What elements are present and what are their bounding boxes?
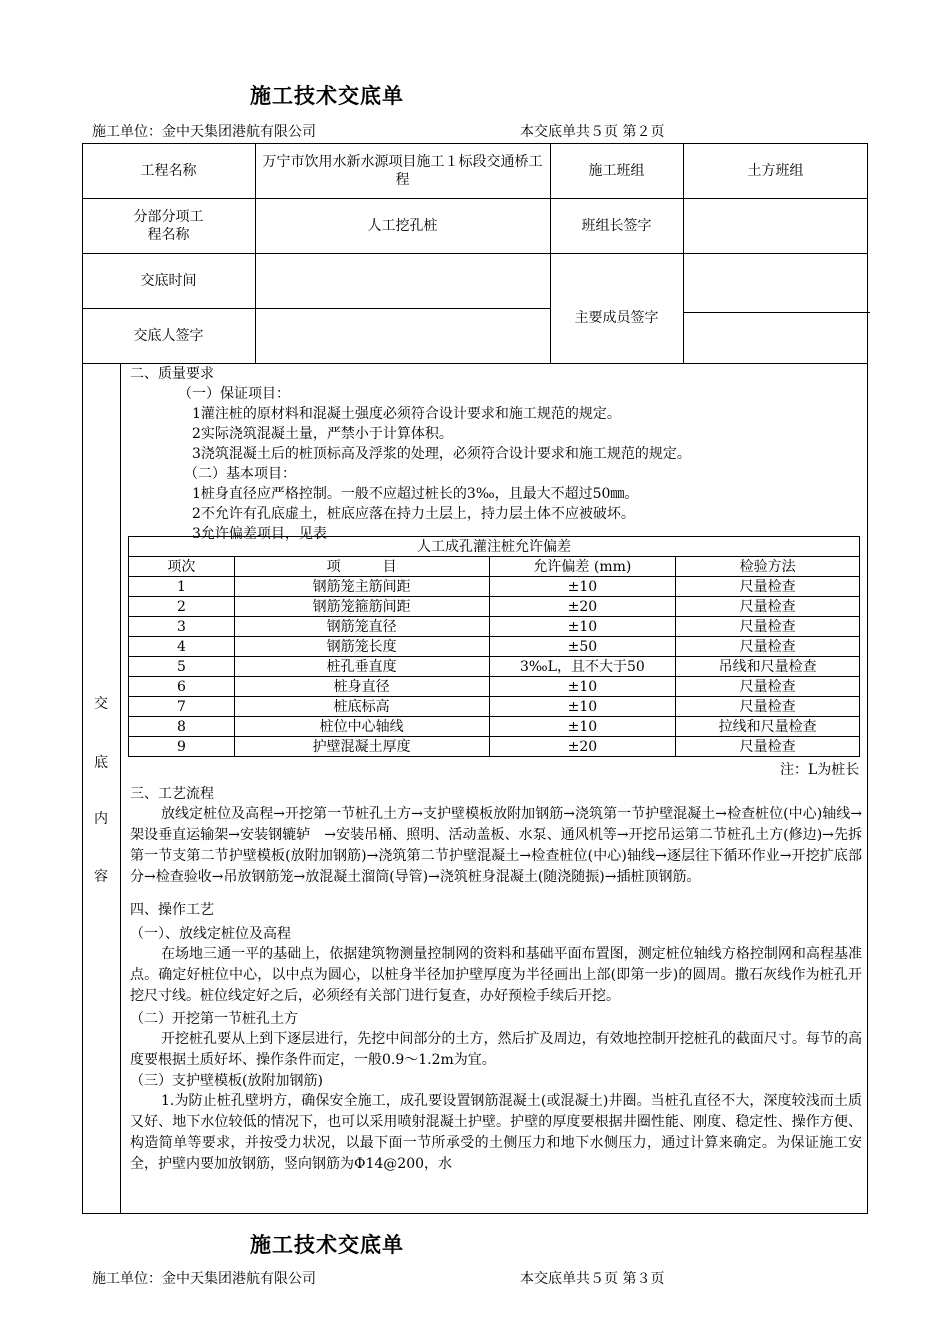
guarantee-item: 1灌注桩的原材料和混凝土强度必须符合设计要求和施工规范的规定。 — [192, 406, 621, 422]
cell: ±20 — [489, 737, 676, 757]
side-char: 底 — [94, 755, 108, 771]
cell: 钢筋笼主筋间距 — [234, 577, 489, 597]
sub-heading: （一）、放线定桩位及高程 — [130, 926, 291, 942]
table-row — [129, 597, 860, 617]
doc-meta — [92, 121, 712, 141]
process-section — [130, 784, 862, 1175]
cell: ±50 — [489, 637, 676, 657]
cell: 尺量检查 — [676, 677, 860, 697]
table-row — [129, 657, 860, 677]
handover-person-signature-label: 交底人签字 — [133, 327, 204, 344]
side-char: 容 — [94, 869, 108, 885]
team-value: 土方班组 — [747, 162, 804, 179]
cell: ±20 — [489, 597, 676, 617]
table-header: 项 目 — [234, 557, 489, 577]
table-header: 项次 — [129, 557, 235, 577]
table-header: 允许偏差 (mm) — [489, 557, 676, 577]
cell: 吊线和尺量检查 — [676, 657, 860, 677]
cell: 1 — [129, 577, 235, 597]
cell: 尺量检查 — [676, 737, 860, 757]
cell: 拉线和尺量检查 — [676, 717, 860, 737]
cell: 桩孔垂直度 — [234, 657, 489, 677]
quality-section — [130, 364, 862, 544]
handover-time-label: 交底时间 — [140, 272, 197, 289]
section-heading: 三、工艺流程 — [130, 786, 214, 802]
table-row — [129, 577, 860, 597]
section-heading: 二、质量要求 — [130, 366, 214, 382]
table-row — [129, 697, 860, 717]
cell: 桩身直径 — [234, 677, 489, 697]
table-row — [129, 677, 860, 697]
page-info: 本交底单共５页 第２页 — [520, 124, 665, 140]
doc-meta-2 — [92, 1268, 712, 1288]
guarantee-item: 2实际浇筑混凝土量，严禁小于计算体积。 — [192, 426, 453, 442]
process-text: 放线定桩位及高程→开挖第一节桩孔土方→支护壁模板放附加钢筋→浇筑第一节护壁混凝土→检查桩位(中心)轴线→架设垂直运输架→安装钢辘轳 →安装吊桶、照明、活动盖板、水泵、通风机等→开挖吊运第二节桩孔土方(修边)→先拆第一节支第二节护壁模板(放附加钢筋)→浇筑第二节护壁混凝土→检查桩位(中心)轴线→逐层往下循环作业→开挖扩底部分→检查验收→吊放钢筋笼→放混凝土溜筒(导管)→浇筑桩身混凝土(随浇随振)→插桩顶钢筋。 — [130, 806, 862, 885]
table-header-row — [129, 557, 860, 577]
sub-project-value: 人工挖孔桩 — [367, 217, 438, 234]
cell: 桩底标高 — [234, 697, 489, 717]
cell: 9 — [129, 737, 235, 757]
cell: 尺量检查 — [676, 577, 860, 597]
table-row — [129, 717, 860, 737]
table-row — [129, 637, 860, 657]
cell: 尺量检查 — [676, 597, 860, 617]
section-heading: 四、操作工艺 — [130, 902, 214, 918]
paragraph: 在场地三通一平的基础上，依据建筑物测量控制网的资料和基础平面布置图，测定桩位轴线方格控制网和高程基准点。确定好桩位中心，以中点为圆心，以桩身半径加护壁厚度为半径画出上部(即第一步)的圆周。撒石灰线作为桩孔开挖尺寸线。桩位线定好之后，必须经有关部门进行复查，办好预检手续后开挖。 — [130, 946, 862, 1004]
guarantee-item: 3浇筑混凝土后的桩顶标高及浮浆的处理，必须符合设计要求和施工规范的规定。 — [192, 446, 691, 462]
basic-item: 2不允许有孔底虚土，桩底应落在持力土层上，持力层土体不应被破坏。 — [192, 506, 635, 522]
table-header: 检验方法 — [676, 557, 860, 577]
side-char: 内 — [94, 811, 108, 827]
sub-heading: （三）支护壁模板(放附加钢筋) — [130, 1073, 323, 1089]
cell: ±10 — [489, 677, 676, 697]
cell: ±10 — [489, 577, 676, 597]
cell: 护壁混凝土厚度 — [234, 737, 489, 757]
cell: 3 — [129, 617, 235, 637]
cell: 7 — [129, 697, 235, 717]
project-name-value: 万宁市饮用水新水源项目施工１标段交通桥工程 — [262, 153, 543, 188]
table-note: 注：L为桩长 — [780, 762, 860, 778]
cell: 5 — [129, 657, 235, 677]
cell: 尺量检查 — [676, 617, 860, 637]
paragraph: 1.为防止桩孔壁坍方，确保安全施工，成孔要设置钢筋混凝土(或混凝土)井圈。当桩孔直径不大，深度较浅而土质又好、地下水位较低的情况下，也可以采用喷射混凝土护壁。护壁的厚度要根据井圈性能、刚度、稳定性、操作方便、构造简单等要求，并按受力状况，以最下面一节所承受的土侧压力和地下水侧压力，通过计算来确定。为保证施工安全，护壁内要加放钢筋，竖向钢筋为Φ14@200，水 — [130, 1093, 862, 1172]
sub-project-label: 分部分项工程名称 — [133, 208, 204, 243]
cell: 钢筋笼箍筋间距 — [234, 597, 489, 617]
table-row — [129, 737, 860, 757]
table-caption: 人工成孔灌注桩允许偏差 — [129, 537, 860, 557]
project-name-label: 工程名称 — [140, 162, 197, 179]
cell: 桩位中心轴线 — [234, 717, 489, 737]
construction-unit: 施工单位：金中天集团港航有限公司 — [92, 1271, 316, 1287]
cell: ±10 — [489, 617, 676, 637]
table-row — [129, 617, 860, 637]
guarantee-heading: （一）保证项目： — [178, 386, 290, 402]
cell: 3‰L，且不大于50 — [489, 657, 676, 677]
team-leader-signature-label: 班组长签字 — [581, 217, 652, 234]
cell: 4 — [129, 637, 235, 657]
tolerance-table — [128, 536, 860, 757]
cell: 8 — [129, 717, 235, 737]
cell: 尺量检查 — [676, 637, 860, 657]
basic-heading: （二）基本项目： — [184, 466, 296, 482]
basic-item: 1桩身直径应严格控制。一般不应超过桩长的3‰，且最大不超过50㎜。 — [192, 486, 639, 502]
page-title: 施工技术交底单 — [250, 84, 404, 108]
team-label: 施工班组 — [588, 162, 645, 179]
construction-unit: 施工单位：金中天集团港航有限公司 — [92, 124, 316, 140]
page-info: 本交底单共５页 第３页 — [520, 1271, 665, 1287]
sub-heading: （二）开挖第一节桩孔土方 — [130, 1011, 298, 1027]
page-title-2: 施工技术交底单 — [250, 1233, 404, 1257]
side-label — [82, 363, 120, 1214]
cell: ±10 — [489, 717, 676, 737]
cell: ±10 — [489, 697, 676, 717]
cell: 钢筋笼长度 — [234, 637, 489, 657]
cell: 尺量检查 — [676, 697, 860, 717]
member-signature-label: 主要成员签字 — [574, 310, 659, 326]
cell: 钢筋笼直径 — [234, 617, 489, 637]
paragraph: 开挖桩孔要从上到下逐层进行，先挖中间部分的土方，然后扩及周边，有效地控制开挖桩孔的截面尺寸。每节的高度要根据土质好坏、操作条件而定，一般0.9～1.2m为宜。 — [130, 1031, 862, 1068]
basic-item: 3允许偏差项目，见表 — [192, 526, 327, 542]
side-char: 交 — [94, 696, 108, 712]
cell: 2 — [129, 597, 235, 617]
cell: 6 — [129, 677, 235, 697]
